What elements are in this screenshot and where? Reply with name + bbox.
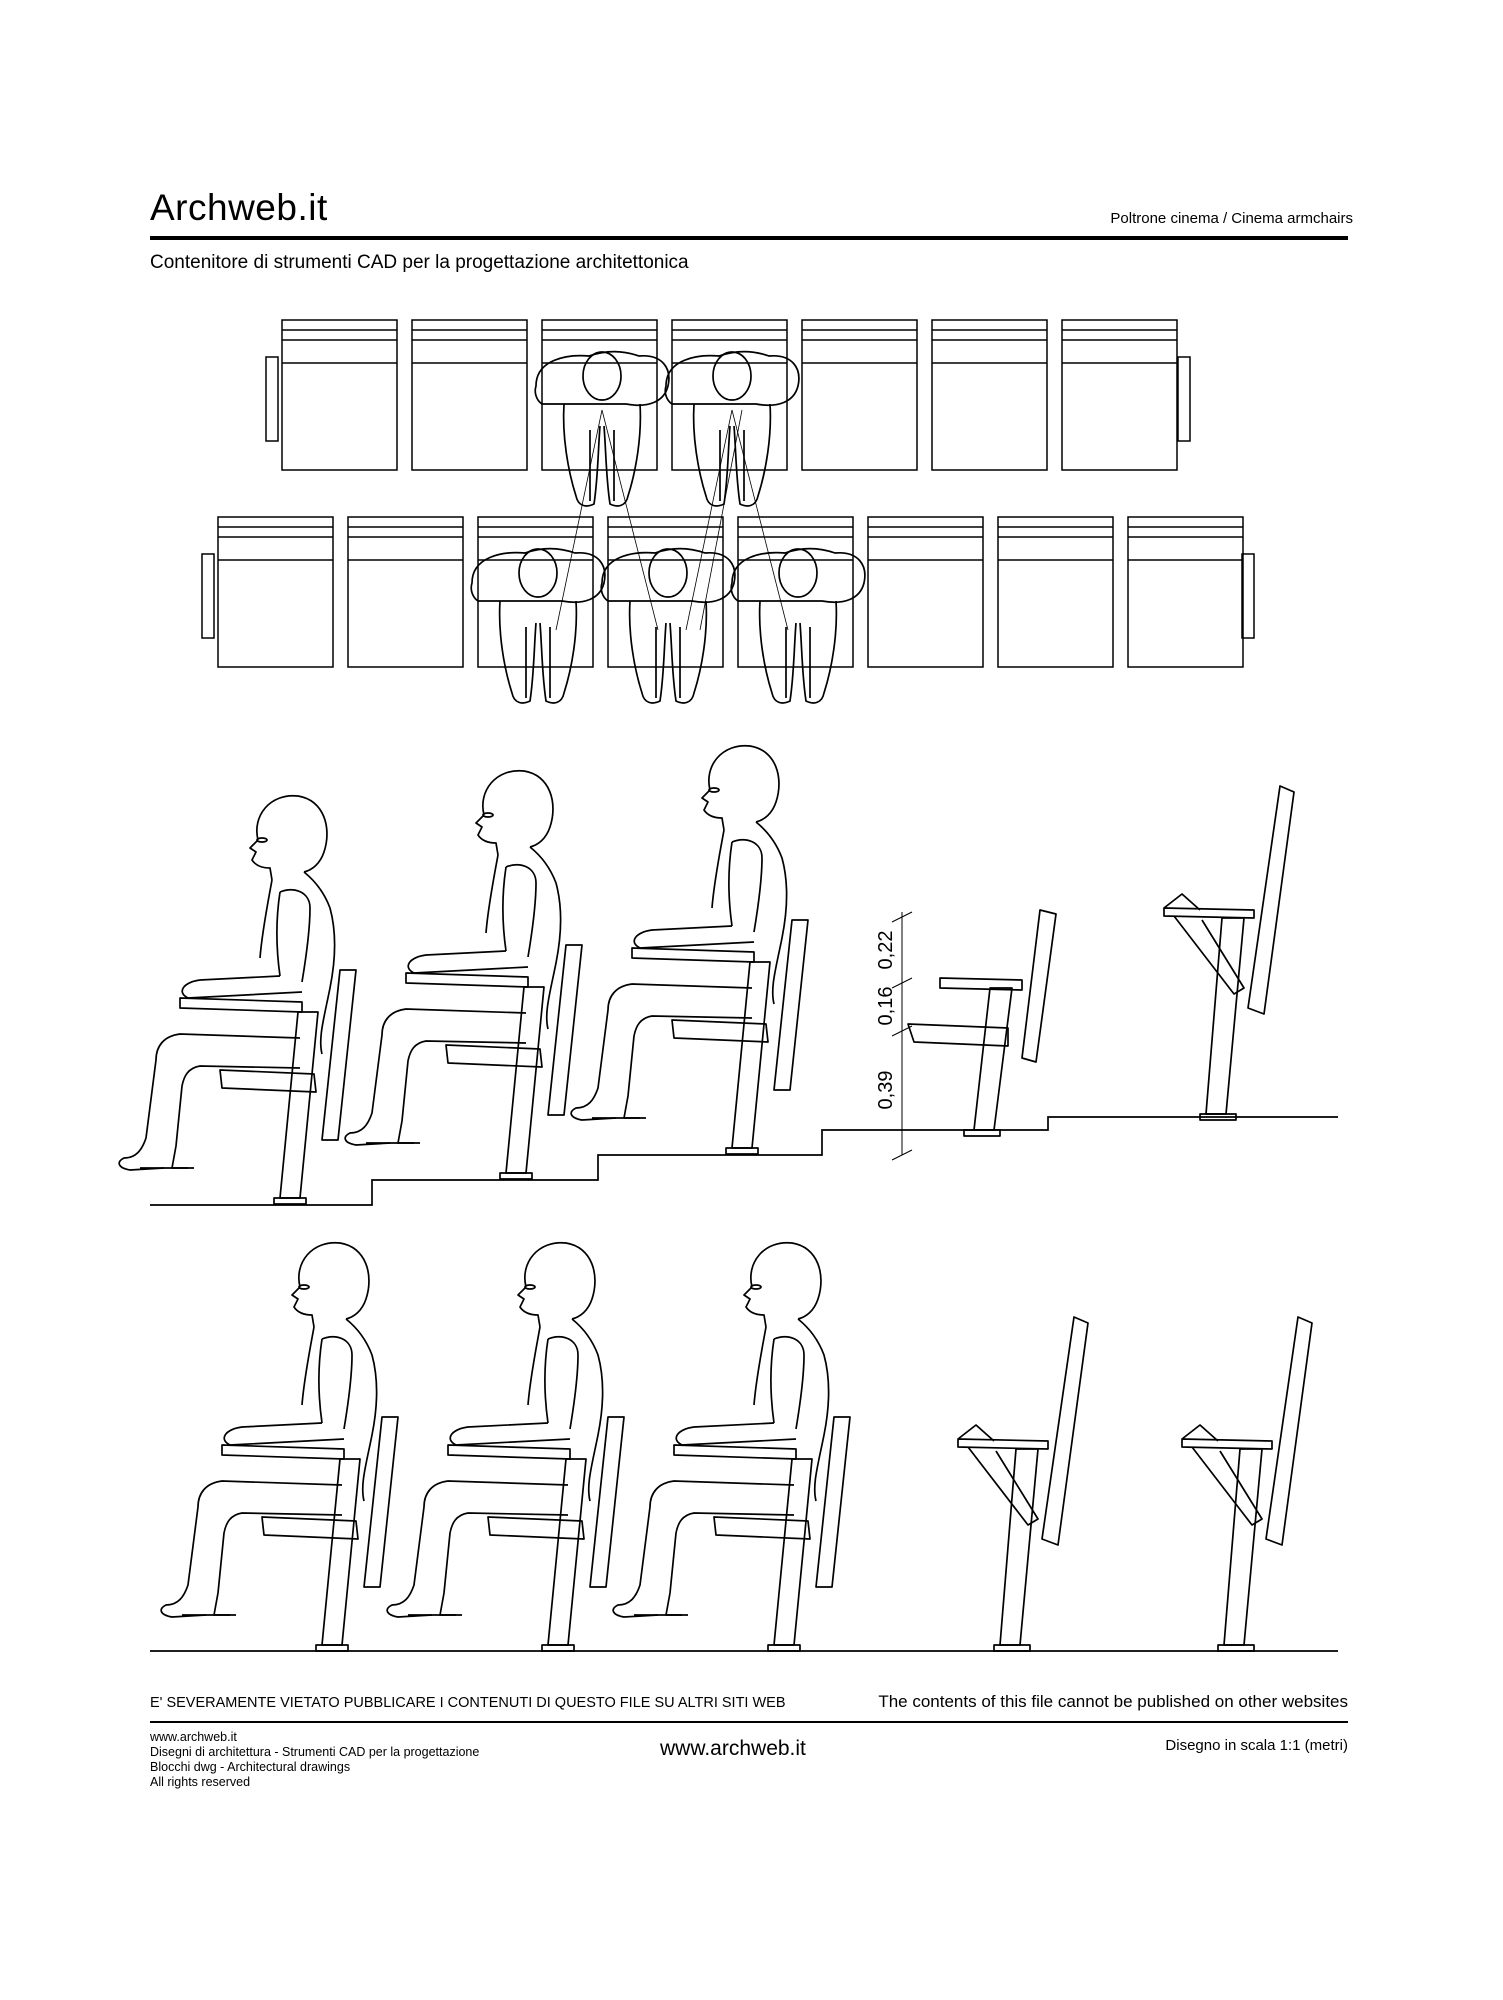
seat-plan [282,320,397,470]
person-plan [471,549,605,703]
person-plan [731,549,865,703]
seat-plan [412,320,527,470]
seated-person-flat-3 [613,1243,850,1651]
drawing-subject: Poltrone cinema / Cinema armchairs [1110,210,1353,227]
armrest-plan [1242,554,1254,638]
seated-person-stepped-3 [571,746,808,1154]
seated-person-flat-1 [161,1243,398,1651]
seat-plan [348,517,463,667]
person-plan [665,352,799,506]
tagline: Contenitore di strumenti CAD per la progettazione architettonica [150,252,689,273]
brand-title: Archweb.it [150,187,328,228]
person-plan [601,549,735,703]
seat-plan [218,517,333,667]
plan-row-front [202,517,1254,703]
footer-line: Disegni di architettura - Strumenti CAD per la progettazione [150,1745,480,1759]
footer-line: www.archweb.it [150,1730,237,1744]
armrest-plan [266,357,278,441]
seat-plan [998,517,1113,667]
plan-row-back [266,320,1190,506]
person-plan [535,352,669,506]
seat-plan [868,517,983,667]
empty-seat-folded-flat-2 [1182,1317,1312,1651]
empty-seat-folded-stepped [1164,786,1294,1120]
seated-person-stepped-1 [119,796,356,1204]
copyright-notice-en: The contents of this file cannot be published on other websites [878,1692,1348,1711]
seated-person-stepped-2 [345,771,582,1179]
empty-seat-open [908,910,1056,1136]
seat-plan [802,320,917,470]
seat-plan [1128,517,1243,667]
armrest-plan [1178,357,1190,441]
empty-seat-folded-flat-1 [958,1317,1088,1651]
dimension-label-seat-height: 0,39 [875,1070,897,1110]
armrest-plan [202,554,214,638]
drawing-scale: Disegno in scala 1:1 (metri) [1165,1737,1348,1754]
seat-plan [1062,320,1177,470]
footer-url: www.archweb.it [660,1737,806,1760]
seat-plan [932,320,1047,470]
seated-person-flat-2 [387,1243,624,1651]
footer-rule [150,1721,1348,1723]
footer-info [150,1730,479,1790]
footer-line: Blocchi dwg - Architectural drawings [150,1760,351,1774]
dimension-label-backrest: 0,22 [875,930,897,970]
footer-line: All rights reserved [150,1775,251,1789]
copyright-notice-it: E' SEVERAMENTE VIETATO PUBBLICARE I CONTENUTI DI QUESTO FILE SU ALTRI SITI WEB [150,1695,786,1711]
dimension-label-armrest: 0,16 [875,986,897,1026]
stepped-floor [150,1117,1338,1205]
